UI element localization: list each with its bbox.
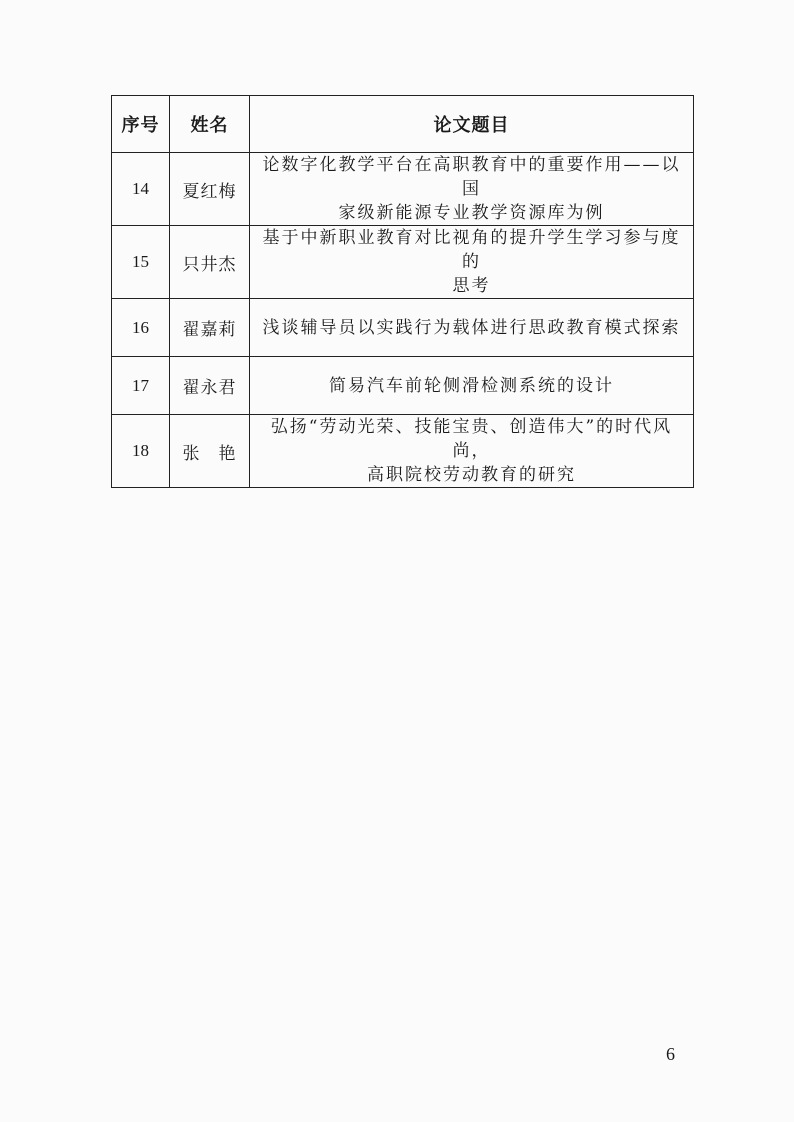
papers-table: [111, 95, 694, 488]
paper-title-cell: [250, 226, 694, 299]
paper-title-line: 论数字化教学平台在高职教育中的重要作用——以国: [262, 155, 681, 199]
name-cell: 张 艳: [170, 415, 250, 488]
name-cell: 只井杰: [170, 226, 250, 299]
header-name: 姓名: [170, 96, 250, 153]
paper-title-line: 思考: [452, 276, 491, 296]
serial-number-cell: 15: [112, 226, 170, 299]
serial-number-cell: 16: [112, 299, 170, 357]
name-cell: 翟永君: [170, 357, 250, 415]
paper-title-line: 基于中新职业教育对比视角的提升学生学习参与度的: [262, 228, 681, 272]
serial-number-cell: 18: [112, 415, 170, 488]
paper-title-line: 高职院校劳动教育的研究: [367, 465, 576, 485]
paper-title-line: 弘扬“劳动光荣、技能宝贵、创造伟大”的时代风尚，: [270, 417, 673, 461]
table-row: [112, 357, 694, 415]
table-row: [112, 226, 694, 299]
header-serial-number: 序号: [112, 96, 170, 153]
table-row: [112, 299, 694, 357]
paper-title-cell: [250, 153, 694, 226]
paper-title-cell: [250, 357, 694, 415]
name-cell: 翟嘉莉: [170, 299, 250, 357]
paper-title-cell: [250, 299, 694, 357]
table-row: [112, 415, 694, 488]
table-row: [112, 153, 694, 226]
table-header-row: [112, 96, 694, 153]
serial-number-cell: 17: [112, 357, 170, 415]
paper-title-line: 家级新能源专业教学资源库为例: [338, 203, 605, 223]
paper-title-line: 浅谈辅导员以实践行为载体进行思政教育模式探索: [262, 317, 681, 338]
paper-title-cell: [250, 415, 694, 488]
page-number: 6: [666, 1044, 675, 1064]
name-cell: 夏红梅: [170, 153, 250, 226]
paper-title-line: 简易汽车前轮侧滑检测系统的设计: [329, 375, 614, 396]
header-paper-title: 论文题目: [250, 96, 694, 153]
serial-number-cell: 14: [112, 153, 170, 226]
